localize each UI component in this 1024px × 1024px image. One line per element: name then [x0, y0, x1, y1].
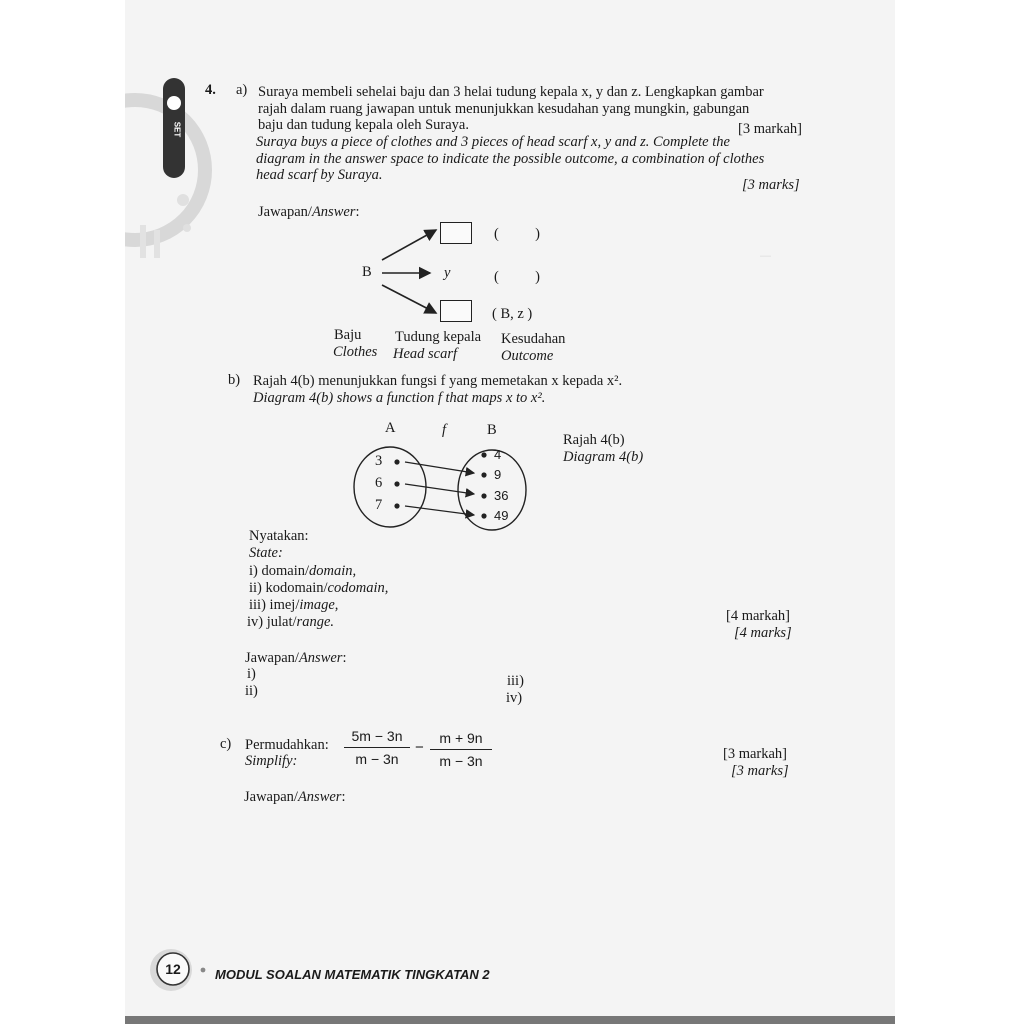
state-malay: Nyatakan:: [249, 528, 309, 544]
col-clothes-english: Clothes: [333, 344, 378, 360]
q4a-answer-label: Jawapan/Answer:: [258, 204, 360, 220]
q4b-marks-english: [4 marks]: [734, 625, 792, 641]
fraction-1: [344, 728, 410, 767]
bleed-through: —: [760, 250, 771, 262]
q4c-marks-malay: [3 markah]: [723, 746, 788, 762]
set-b-label: B: [487, 422, 497, 438]
codomain-value: 4: [494, 447, 502, 462]
state-item: i) domain/domain,: [249, 563, 357, 579]
q4c-english: Simplify:: [245, 753, 298, 769]
q4a-malay-line2: rajah dalam ruang jawapan untuk menunjukkan kesudahan yang mungkin, gabungan: [258, 101, 750, 117]
col-clothes-malay: Baju: [334, 327, 362, 343]
codomain-value: 36: [494, 488, 509, 503]
function-f-label: f: [442, 422, 447, 438]
q4a-marks-malay: [3 markah]: [738, 121, 803, 137]
state-item: ii) kodomain/codomain,: [249, 580, 389, 596]
answer-line-i: i): [247, 666, 256, 682]
answer-line-iv: iv): [506, 690, 523, 706]
tree-middle-label: y: [444, 265, 451, 281]
col-outcome-english: Outcome: [501, 348, 554, 364]
footer-title: MODUL SOALAN MATEMATIK TINGKATAN 2: [215, 967, 490, 982]
state-english: State:: [249, 545, 283, 561]
q4b-marks-malay: [4 markah]: [726, 608, 791, 624]
fraction-1-numerator: 5m − 3n: [351, 728, 403, 744]
answer-box-bottom[interactable]: [440, 300, 472, 322]
q4b-answer-label: Jawapan/Answer:: [245, 650, 347, 666]
fraction-1-denominator: m − 3n: [355, 751, 399, 767]
answer-line-iii: iii): [507, 673, 524, 689]
domain-value: 7: [375, 497, 383, 513]
q4a-marks-english: [3 marks]: [742, 177, 800, 193]
state-item: iii) imej/image,: [249, 597, 339, 613]
question-number: 4.: [205, 82, 216, 98]
codomain-value: 9: [494, 467, 502, 482]
q4a-english-line3: head scarf by Suraya.: [256, 167, 383, 183]
q4a-english-line2: diagram in the answer space to indicate the possible outcome, a combination of clothes: [256, 151, 765, 167]
part-b-label: b): [228, 372, 241, 388]
col-headscarf-malay: Tudung kepala: [395, 329, 482, 345]
answer-box-top[interactable]: [440, 222, 472, 244]
q4c-answer-label: Jawapan/Answer:: [244, 789, 346, 805]
domain-value: 6: [375, 475, 383, 491]
scan-edge: [125, 1016, 895, 1024]
set-tab-label: SET: [172, 121, 182, 138]
outcome-top: ( ): [494, 226, 540, 242]
state-item: iv) julat/range.: [247, 614, 335, 630]
section-tab-graphic: [125, 60, 235, 260]
diagram-caption-malay: Rajah 4(b): [563, 432, 625, 448]
outcome-middle: ( ): [494, 269, 540, 285]
diagram-caption-english: Diagram 4(b): [563, 449, 644, 465]
col-headscarf-english: Head scarf: [393, 346, 458, 362]
part-c-label: c): [220, 736, 232, 752]
col-outcome-malay: Kesudahan: [501, 331, 566, 347]
codomain-value: 49: [494, 508, 509, 523]
minus-sign: −: [415, 739, 424, 756]
q4a-malay-line3: baju dan tudung kepala oleh Suraya.: [258, 117, 469, 133]
q4b-english: Diagram 4(b) shows a function f that maps x to x².: [253, 390, 546, 406]
fraction-2-denominator: m − 3n: [439, 753, 483, 769]
tree-root-label: B: [362, 264, 372, 280]
q4b-malay: Rajah 4(b) menunjukkan fungsi f yang memetakan x kepada x².: [253, 373, 623, 389]
outcome-bottom: ( B, z ): [492, 306, 533, 322]
q4c-malay: Permudahkan:: [245, 737, 329, 753]
part-a-label: a): [236, 82, 248, 98]
fraction-2: [430, 730, 492, 769]
q4a-malay-line1: Suraya membeli sehelai baju dan 3 helai tudung kepala x, y dan z. Lengkapkan gambar: [258, 84, 764, 100]
domain-value: 3: [375, 453, 383, 469]
answer-line-ii: ii): [245, 683, 258, 699]
q4c-marks-english: [3 marks]: [731, 763, 789, 779]
set-a-label: A: [385, 420, 396, 436]
q4a-english-line1: Suraya buys a piece of clothes and 3 pieces of head scarf x, y and z. Complete the: [256, 134, 730, 150]
page-number: 12: [165, 961, 181, 977]
fraction-2-numerator: m + 9n: [439, 730, 483, 746]
